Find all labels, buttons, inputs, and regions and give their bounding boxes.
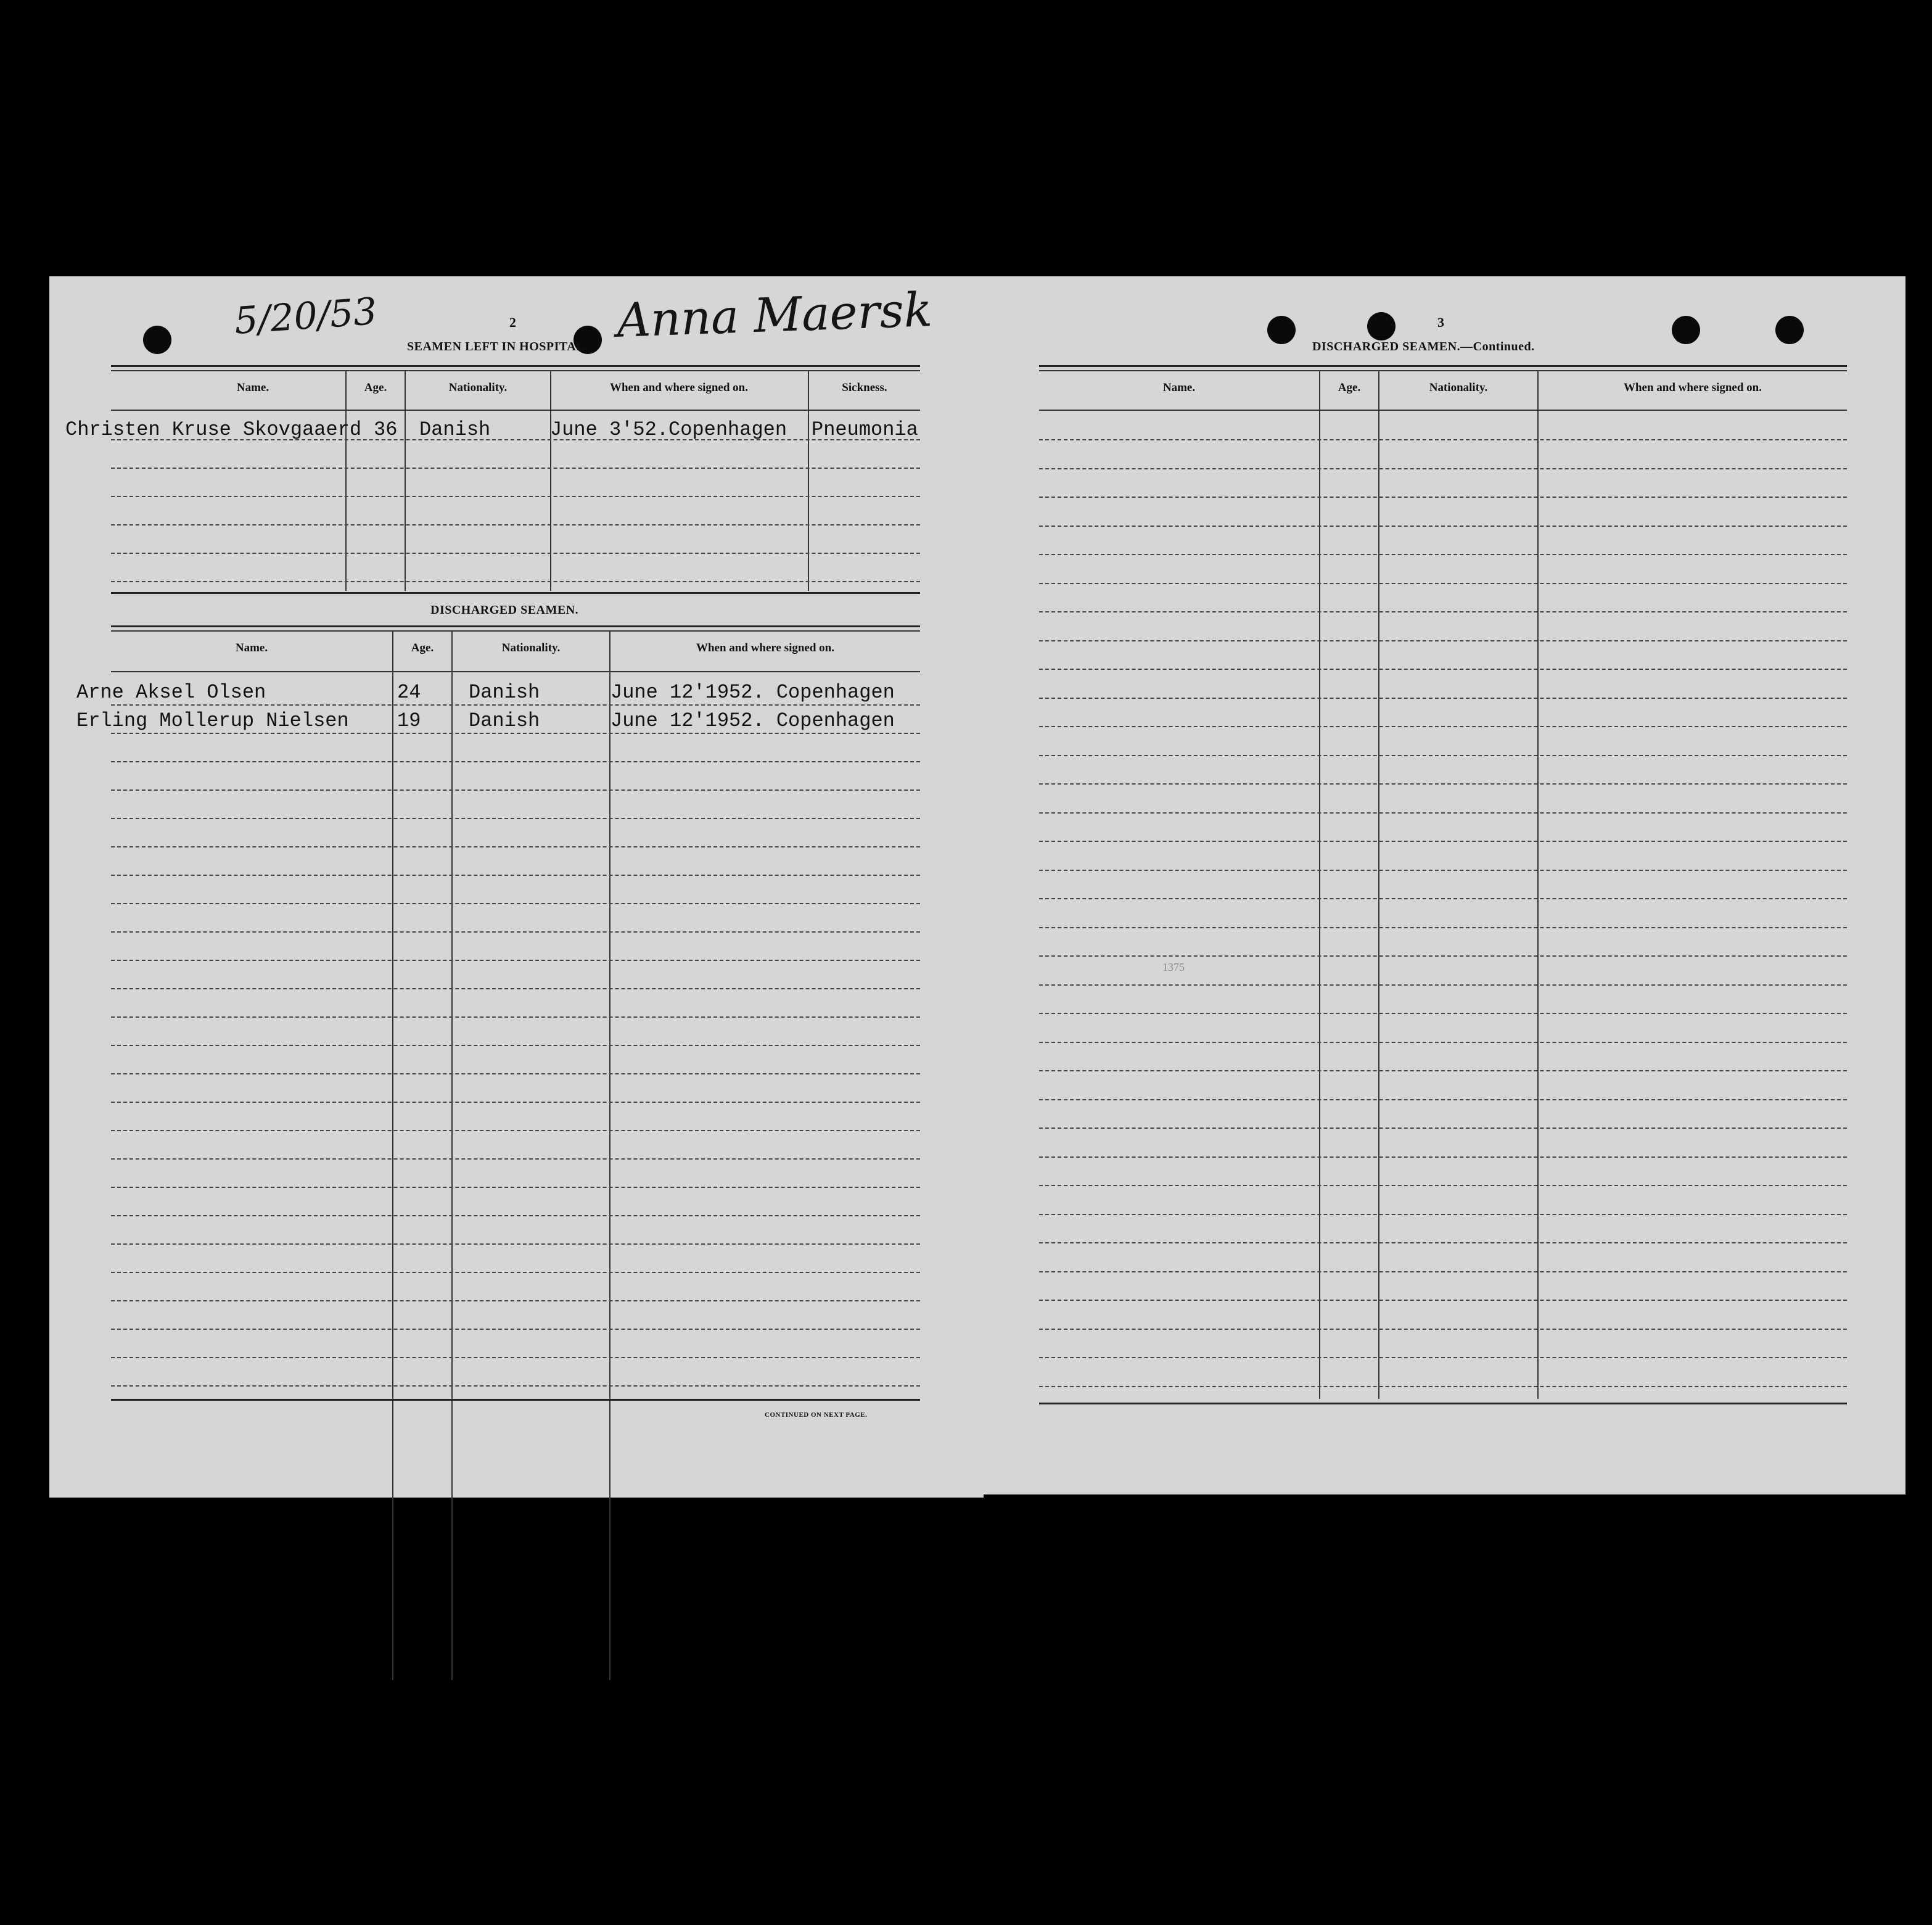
continued-footer: CONTINUED ON NEXT PAGE.: [765, 1411, 868, 1419]
column-divider: [451, 632, 453, 1680]
column-divider: [808, 371, 809, 591]
rule: [111, 410, 920, 411]
rule: [111, 1399, 920, 1401]
row-line: [1039, 439, 1847, 440]
row-line: [111, 1329, 920, 1330]
row-line: [1039, 554, 1847, 555]
hospital-section-title: SEAMEN LEFT IN HOSPITAL.: [407, 340, 588, 353]
row-line: [111, 1102, 920, 1103]
row-line: [111, 960, 920, 961]
row-line: [1039, 583, 1847, 584]
rule: [111, 671, 920, 672]
header-nationality: Nationality.: [448, 381, 508, 394]
row-line: [1039, 927, 1847, 928]
rule: [111, 592, 920, 594]
row-line: [111, 1158, 920, 1160]
row-line: [111, 789, 920, 791]
rule: [1039, 410, 1847, 411]
row-line: [111, 704, 920, 706]
page-number: 3: [1437, 315, 1444, 330]
row-line: [111, 1215, 920, 1216]
punch-hole: [1367, 312, 1396, 340]
seaman-age: 24: [397, 681, 421, 704]
row-line: [1039, 1242, 1847, 1243]
row-line: [111, 1045, 920, 1046]
row-line: [111, 1272, 920, 1273]
row-line: [111, 1016, 920, 1018]
header-signed-on: When and where signed on.: [609, 381, 748, 394]
row-line: [1039, 984, 1847, 986]
rule: [111, 630, 920, 632]
right-page: [984, 276, 1905, 1494]
seaman-age: 19: [397, 709, 421, 732]
row-line: [111, 496, 920, 497]
seaman-sickness: Pneumonia: [812, 418, 918, 441]
seaman-nationality: Danish: [469, 709, 540, 732]
rule: [1039, 370, 1847, 371]
header-sickness: Sickness.: [842, 381, 887, 394]
row-line: [1039, 640, 1847, 641]
row-line: [1039, 1156, 1847, 1158]
row-line: [1039, 526, 1847, 527]
column-divider: [405, 371, 406, 591]
row-line: [1039, 1070, 1847, 1071]
row-line: [111, 468, 920, 469]
row-line: [111, 524, 920, 526]
row-line: [1039, 1127, 1847, 1129]
punch-hole: [143, 326, 171, 354]
rule: [111, 365, 920, 367]
rule: [111, 370, 920, 371]
left-page: [49, 276, 984, 1498]
row-line: [111, 903, 920, 904]
row-line: [111, 1357, 920, 1358]
seaman-signed-on: June 12'1952. Copenhagen: [610, 681, 895, 704]
row-line: [1039, 726, 1847, 727]
row-line: [1039, 1329, 1847, 1330]
row-line: [111, 1243, 920, 1245]
rule: [1039, 1403, 1847, 1404]
row-line: [111, 553, 920, 554]
header-nationality: Nationality.: [501, 641, 561, 654]
row-line: [1039, 698, 1847, 699]
row-line: [1039, 898, 1847, 899]
header-signed-on: When and where signed on.: [696, 641, 834, 654]
row-line: [1039, 1185, 1847, 1186]
seaman-nationality: Danish: [419, 418, 491, 441]
row-line: [1039, 1357, 1847, 1358]
row-line: [1039, 841, 1847, 842]
row-line: [1039, 669, 1847, 670]
row-line: [1039, 611, 1847, 612]
row-line: [111, 761, 920, 762]
column-divider: [345, 371, 347, 591]
row-line: [1039, 1013, 1847, 1014]
punch-hole: [1672, 316, 1700, 344]
rule: [1039, 365, 1847, 367]
row-line: [1039, 1386, 1847, 1387]
punch-hole: [1267, 316, 1296, 344]
header-name: Name.: [236, 381, 269, 394]
column-divider: [609, 632, 610, 1680]
row-line: [111, 733, 920, 734]
row-line: [111, 1187, 920, 1188]
row-line: [111, 1300, 920, 1301]
page-title: DISCHARGED SEAMEN.—Continued.: [1312, 340, 1535, 353]
header-age: Age.: [411, 641, 434, 654]
row-line: [111, 1385, 920, 1387]
row-line: [1039, 1300, 1847, 1301]
seaman-name: Arne Aksel Olsen: [76, 681, 266, 704]
header-age: Age.: [364, 381, 387, 394]
punch-hole: [1775, 316, 1804, 344]
header-age: Age.: [1338, 381, 1361, 394]
row-line: [111, 581, 920, 582]
row-line: [111, 1130, 920, 1131]
row-line: [111, 875, 920, 876]
row-line: [1039, 468, 1847, 469]
seaman-name: Erling Mollerup Nielsen: [76, 709, 349, 732]
header-nationality: Nationality.: [1429, 381, 1488, 394]
header-name: Name.: [1162, 381, 1196, 394]
handwritten-date: 5/20/53: [232, 290, 379, 343]
row-line: [1039, 1099, 1847, 1100]
column-divider: [550, 371, 551, 591]
row-line: [1039, 755, 1847, 756]
rule: [111, 625, 920, 627]
row-line: [111, 988, 920, 989]
page-number: 2: [509, 315, 516, 330]
column-divider: [392, 632, 393, 1680]
seaman-name: Christen Kruse Skovgaaerd: [65, 418, 362, 441]
handwritten-ship-name: Anna Maersk: [615, 282, 934, 348]
seaman-age: 36: [374, 418, 398, 441]
row-line: [111, 846, 920, 847]
header-name: Name.: [235, 641, 268, 654]
header-signed-on: When and where signed on.: [1623, 381, 1762, 394]
discharged-section-title: DISCHARGED SEAMEN.: [430, 603, 579, 617]
row-line: [1039, 870, 1847, 871]
row-line: [1039, 783, 1847, 785]
row-line: [1039, 812, 1847, 814]
seaman-signed-on: June 12'1952. Copenhagen: [610, 709, 895, 732]
row-line: [111, 931, 920, 933]
row-line: [1039, 497, 1847, 498]
row-line: [111, 1073, 920, 1074]
row-line: [1039, 1214, 1847, 1215]
row-line: [111, 818, 920, 819]
row-line: [1039, 1042, 1847, 1043]
row-line: [1039, 1271, 1847, 1272]
faint-stamp: 1375: [1162, 961, 1185, 973]
row-line: [1039, 955, 1847, 957]
seaman-signed-on: June 3'52.Copenhagen: [550, 418, 787, 441]
seaman-nationality: Danish: [469, 681, 540, 704]
